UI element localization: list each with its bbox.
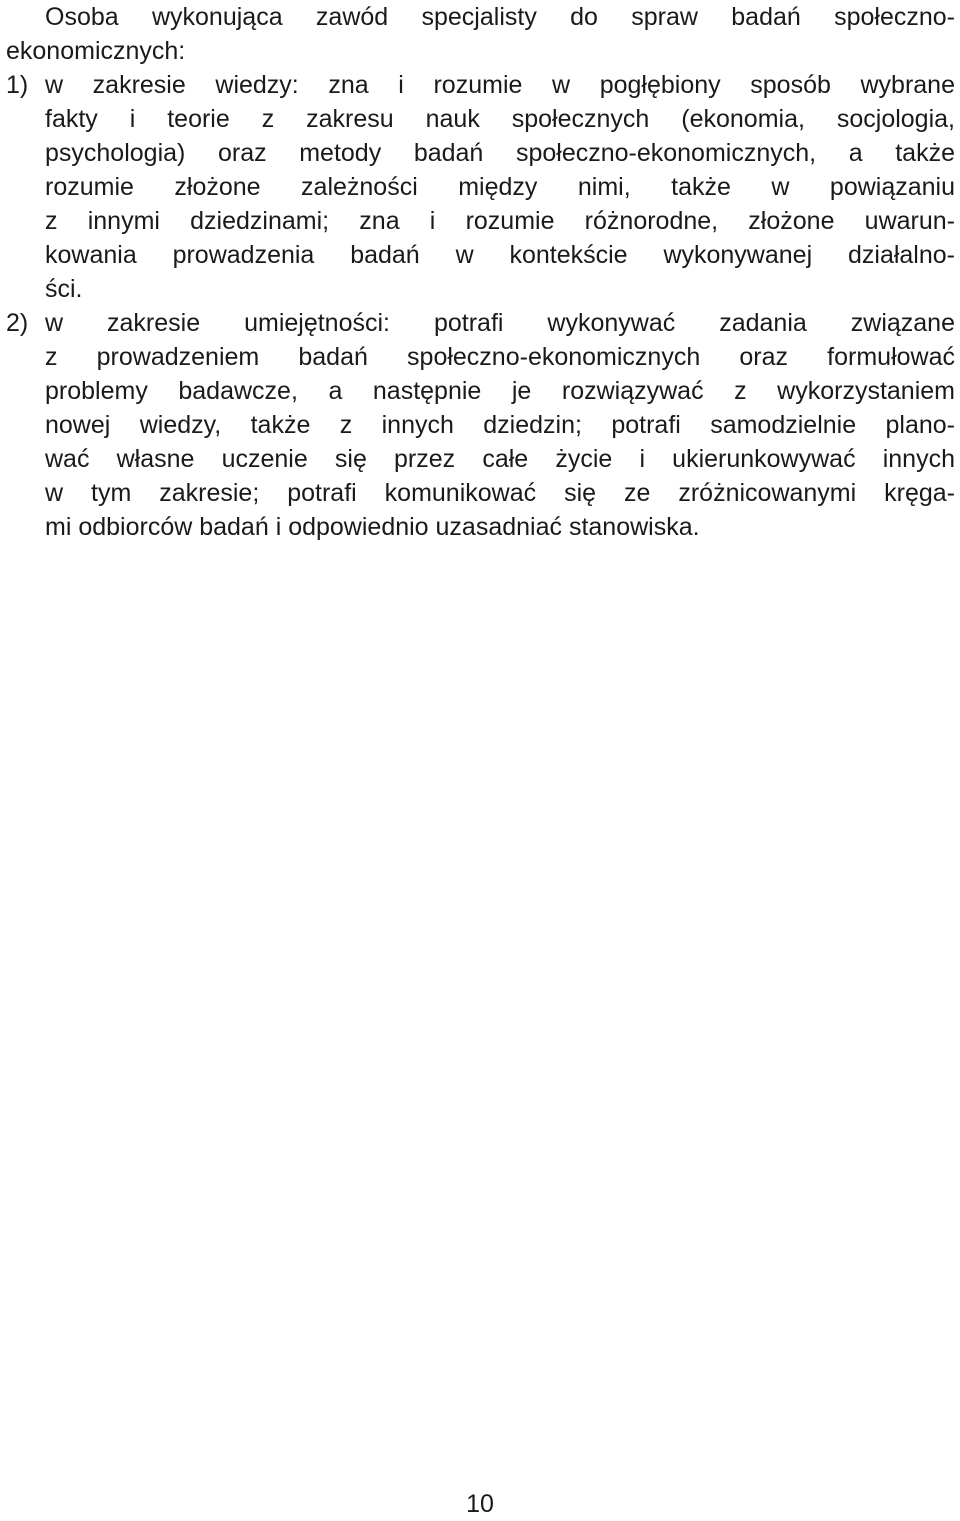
list-item-1-line: rozumie złożone zależności między nimi, także w powiązaniu	[45, 173, 955, 201]
list-item-1-line: ści.	[45, 275, 83, 303]
list-item-1-line: kowania prowadzenia badań w kontekście wykonywanej działalno-	[45, 241, 955, 269]
list-item-2-line: mi odbiorców badań i odpowiednio uzasadniać stanowiska.	[45, 513, 700, 541]
intro-line: ekonomicznych:	[6, 37, 186, 65]
list-item-2-line: w tym zakresie; potrafi komunikować się ze zróżnicowanymi kręga-	[45, 479, 955, 507]
list-item-1-line: psychologia) oraz metody badań społeczno-ekonomicznych, a także	[45, 139, 955, 167]
page-number: 10	[466, 1490, 494, 1518]
list-marker-2: 2)	[6, 309, 29, 337]
list-item-1-line: w zakresie wiedzy: zna i rozumie w pogłębiony sposób wybrane	[45, 71, 955, 99]
intro-line: Osoba wykonująca zawód specjalisty do spraw badań społeczno-	[45, 3, 955, 31]
list-item-2-line: w zakresie umiejętności: potrafi wykonywać zadania związane	[45, 309, 955, 337]
list-item-2-line: nowej wiedzy, także z innych dziedzin; potrafi samodzielnie plano-	[45, 411, 955, 439]
list-item-2-line: wać własne uczenie się przez całe życie i ukierunkowywać innych	[45, 445, 955, 473]
list-item-2-line: z prowadzeniem badań społeczno-ekonomicznych oraz formułować	[45, 343, 955, 371]
list-item-2-line: problemy badawcze, a następnie je rozwiązywać z wykorzystaniem	[45, 377, 955, 405]
list-item-1-line: fakty i teorie z zakresu nauk społecznych (ekonomia, socjologia,	[45, 105, 955, 133]
list-item-1-line: z innymi dziedzinami; zna i rozumie różnorodne, złożone uwarun-	[45, 207, 955, 235]
list-marker-1: 1)	[6, 71, 29, 99]
